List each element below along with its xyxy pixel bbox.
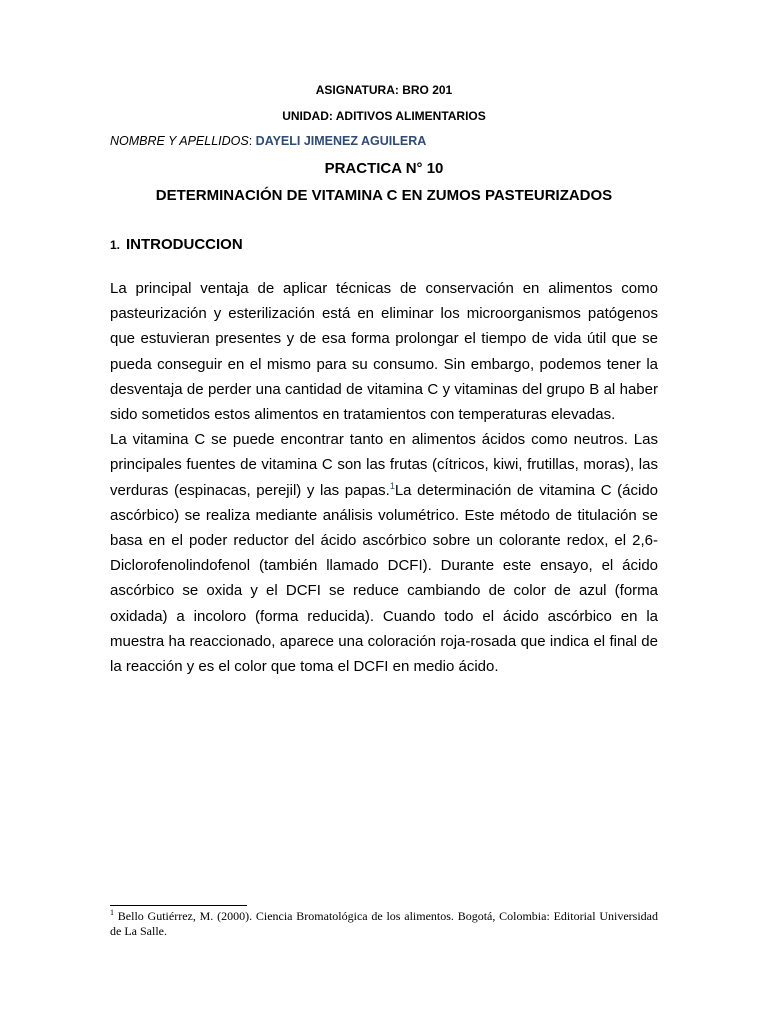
footnote-number: 1 xyxy=(110,908,114,917)
section-number: 1. xyxy=(110,238,121,252)
subject-line: ASIGNATURA: BRO 201 xyxy=(315,83,453,97)
paragraph-2-start: La vitamina C se puede encontrar tanto en alimentos ácidos como neutros. Las principales fuentes de vitamina C son las frutas (cítricos, kiwi, frutillas, moras), las verduras (espinacas, perejil) y las papas. xyxy=(110,431,658,499)
footnote-separator xyxy=(110,905,247,906)
student-name: DAYELI JIMENEZ AGUILERA xyxy=(255,134,427,148)
footnote-reference[interactable]: 1 xyxy=(389,480,395,491)
student-name-line xyxy=(110,134,426,148)
paragraph-2 xyxy=(110,427,658,679)
name-label: NOMBRE Y APELLIDOS xyxy=(110,134,249,148)
section-title: INTRODUCCION xyxy=(126,236,243,253)
footnote xyxy=(110,909,658,938)
unit-line: UNIDAD: ADITIVOS ALIMENTARIOS xyxy=(282,109,486,123)
practice-number: PRACTICA N° 10 xyxy=(324,160,444,177)
document-title: DETERMINACIÓN DE VITAMINA C EN ZUMOS PASTEURIZADOS xyxy=(155,187,613,204)
paragraph-1: La principal ventaja de aplicar técnicas de conservación en alimentos como pasteurización y esterilización está en eliminar los microorganismos patógenos que estuvieran presentes y de esa forma prolongar el tiempo de vida útil que se pueda conseguir en el mismo para su consumo. Sin embargo, podemos tener la desventaja de perder una cantidad de vitamina C y vitaminas del grupo B al haber sido sometidos estos alimentos en tratamientos con temperaturas elevadas. xyxy=(110,280,658,424)
footnote-text: Bello Gutiérrez, M. (2000). Ciencia Bromatológica de los alimentos. Bogotá, Colombia: Editorial Universidad de La Salle. xyxy=(110,909,658,938)
name-separator: : xyxy=(248,134,256,148)
section-heading xyxy=(110,236,243,253)
paragraph-2-end: La determinación de vitamina C (ácido ascórbico) se realiza mediante análisis volumétrico. Este método de titulación se basa en el poder reductor del ácido ascórbico sobre un colorante redox, el 2,6- Diclorofenolindofenol (también llamado DCFI). Durante este ensayo, el ácido ascórbico se oxida y el DCFI se reduce cambiando de color de azul (forma oxidada) a incoloro (forma reducida). Cuando todo el ácido ascórbico en la muestra ha reaccionado, aparece una coloración roja-rosada que indica el final de la reacción y es el color que toma el DCFI en medio ácido. xyxy=(110,481,658,676)
body-text xyxy=(110,276,658,679)
